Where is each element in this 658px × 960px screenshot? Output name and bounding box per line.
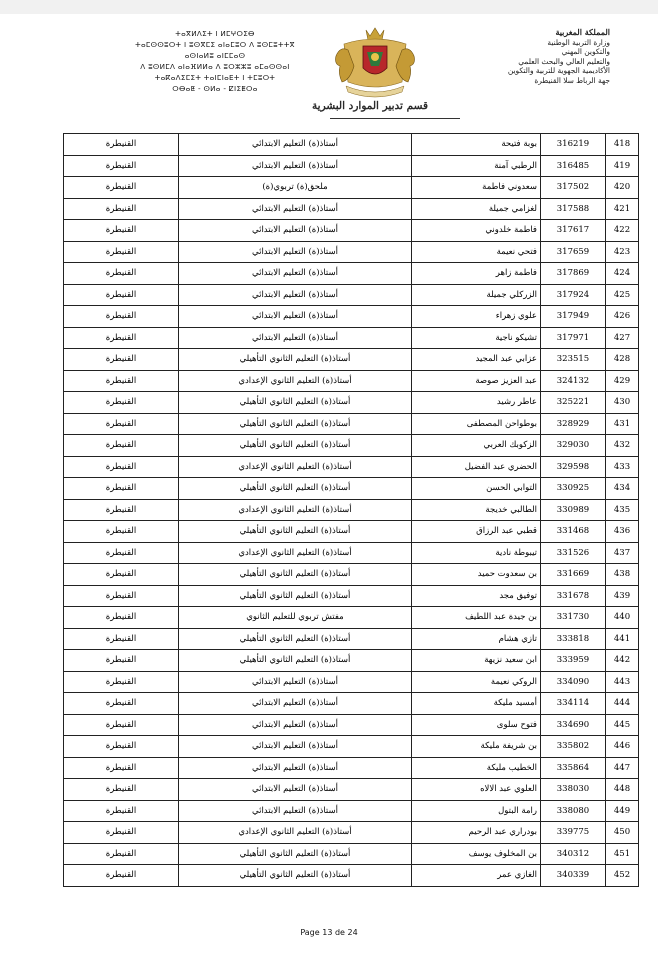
- row-number-cell: 421: [606, 198, 639, 220]
- page-number: Page 13 de 24: [300, 928, 358, 937]
- row-number-cell: 441: [606, 628, 639, 650]
- city-cell: القنيطرة: [64, 607, 179, 629]
- name-cell: الزكوبك العربي: [412, 435, 541, 457]
- city-cell: القنيطرة: [64, 155, 179, 177]
- city-cell: القنيطرة: [64, 564, 179, 586]
- grade-cell: أستاذ(ة) التعليم الابتدائي: [179, 693, 412, 715]
- grade-cell: أستاذ(ة) التعليم الثانوي التأهيلي: [179, 585, 412, 607]
- name-cell: سعدوني فاطمة: [412, 177, 541, 199]
- table-row: [64, 306, 639, 328]
- table-row: [64, 822, 639, 844]
- code-cell: 338080: [541, 800, 606, 822]
- city-cell: القنيطرة: [64, 521, 179, 543]
- city-cell: القنيطرة: [64, 865, 179, 887]
- city-cell: القنيطرة: [64, 478, 179, 500]
- city-cell: القنيطرة: [64, 628, 179, 650]
- name-cell: علوي زهراء: [412, 306, 541, 328]
- table-row: [64, 650, 639, 672]
- name-cell: تيبوطة نادية: [412, 542, 541, 564]
- city-cell: القنيطرة: [64, 327, 179, 349]
- table-row: [64, 628, 639, 650]
- name-cell: عزابي عبد المجيد: [412, 349, 541, 371]
- name-cell: الروكي نعيمة: [412, 671, 541, 693]
- grade-cell: أستاذ(ة) التعليم الابتدائي: [179, 736, 412, 758]
- table-row: [64, 671, 639, 693]
- city-cell: القنيطرة: [64, 284, 179, 306]
- city-cell: القنيطرة: [64, 263, 179, 285]
- code-cell: 330925: [541, 478, 606, 500]
- name-cell: لغزامي جميلة: [412, 198, 541, 220]
- grade-cell: أستاذ(ة) التعليم الابتدائي: [179, 757, 412, 779]
- code-cell: 317659: [541, 241, 606, 263]
- code-cell: 335864: [541, 757, 606, 779]
- arabic-header-line: جهة الرباط سلا القنيطرة: [534, 75, 610, 85]
- row-number-cell: 452: [606, 865, 639, 887]
- city-cell: القنيطرة: [64, 241, 179, 263]
- code-cell: 317971: [541, 327, 606, 349]
- code-cell: 317502: [541, 177, 606, 199]
- code-cell: 331468: [541, 521, 606, 543]
- table-row: [64, 241, 639, 263]
- grade-cell: أستاذ(ة) التعليم الابتدائي: [179, 263, 412, 285]
- grade-cell: أستاذ(ة) التعليم الابتدائي: [179, 241, 412, 263]
- row-number-cell: 439: [606, 585, 639, 607]
- city-cell: القنيطرة: [64, 349, 179, 371]
- row-number-cell: 425: [606, 284, 639, 306]
- row-number-cell: 443: [606, 671, 639, 693]
- name-cell: بن المخلوف يوسف: [412, 843, 541, 865]
- table-row: [64, 542, 639, 564]
- name-cell: فتوح سلوى: [412, 714, 541, 736]
- grade-cell: أستاذ(ة) التعليم الابتدائي: [179, 327, 412, 349]
- code-cell: 317869: [541, 263, 606, 285]
- grade-cell: أستاذ(ة) التعليم الثانوي التأهيلي: [179, 843, 412, 865]
- row-number-cell: 435: [606, 499, 639, 521]
- table-row: [64, 370, 639, 392]
- city-cell: القنيطرة: [64, 822, 179, 844]
- code-cell: 340312: [541, 843, 606, 865]
- grade-cell: أستاذ(ة) التعليم الابتدائي: [179, 714, 412, 736]
- name-cell: قطبي عبد الرزاق: [412, 521, 541, 543]
- row-number-cell: 444: [606, 693, 639, 715]
- arabic-header-line: وزارة التربية الوطنية: [547, 37, 610, 47]
- city-cell: القنيطرة: [64, 198, 179, 220]
- code-cell: 339775: [541, 822, 606, 844]
- grade-cell: مفتش تربوي للتعليم الثانوي: [179, 607, 412, 629]
- grade-cell: أستاذ(ة) التعليم الابتدائي: [179, 306, 412, 328]
- code-cell: 317924: [541, 284, 606, 306]
- name-cell: عاطر رشيد: [412, 392, 541, 414]
- grade-cell: أستاذ(ة) التعليم الثانوي التأهيلي: [179, 435, 412, 457]
- grade-cell: أستاذ(ة) التعليم الثانوي التأهيلي: [179, 628, 412, 650]
- name-cell: فاطمة خلدوني: [412, 220, 541, 242]
- code-cell: 334090: [541, 671, 606, 693]
- tifinagh-header-block: [110, 28, 320, 94]
- city-cell: القنيطرة: [64, 843, 179, 865]
- city-cell: القنيطرة: [64, 585, 179, 607]
- coat-of-arms-icon: [330, 26, 420, 100]
- city-cell: القنيطرة: [64, 736, 179, 758]
- grade-cell: أستاذ(ة) التعليم الابتدائي: [179, 800, 412, 822]
- row-number-cell: 419: [606, 155, 639, 177]
- grade-cell: أستاذ(ة) التعليم الابتدائي: [179, 779, 412, 801]
- table-row: [64, 349, 639, 371]
- grade-cell: أستاذ(ة) التعليم الثانوي التأهيلي: [179, 413, 412, 435]
- name-cell: الحضري عبد الفضيل: [412, 456, 541, 478]
- code-cell: 323515: [541, 349, 606, 371]
- grade-cell: أستاذ(ة) التعليم الثانوي الإعدادي: [179, 542, 412, 564]
- table-row: [64, 779, 639, 801]
- table-row: [64, 714, 639, 736]
- table-row: [64, 736, 639, 758]
- code-cell: 333818: [541, 628, 606, 650]
- table-row: [64, 263, 639, 285]
- code-cell: 331730: [541, 607, 606, 629]
- department-title: قسم تدبير الموارد البشرية: [312, 100, 428, 112]
- row-number-cell: 434: [606, 478, 639, 500]
- row-number-cell: 440: [606, 607, 639, 629]
- name-cell: العلوي عبد الالاه: [412, 779, 541, 801]
- table-row: [64, 435, 639, 457]
- name-cell: تشيكو ناجية: [412, 327, 541, 349]
- name-cell: التوابي الحسن: [412, 478, 541, 500]
- name-cell: بن شريفة مليكة: [412, 736, 541, 758]
- row-number-cell: 418: [606, 134, 639, 156]
- grade-cell: أستاذ(ة) التعليم الثانوي الإعدادي: [179, 822, 412, 844]
- name-cell: تازي هشام: [412, 628, 541, 650]
- name-cell: رامة البتول: [412, 800, 541, 822]
- table-row: [64, 607, 639, 629]
- table-row: [64, 843, 639, 865]
- table-row: [64, 198, 639, 220]
- city-cell: القنيطرة: [64, 800, 179, 822]
- arabic-header-line: والتعليم العالي والبحث العلمي: [518, 56, 610, 66]
- city-cell: القنيطرة: [64, 306, 179, 328]
- grade-cell: أستاذ(ة) التعليم الثانوي الإعدادي: [179, 370, 412, 392]
- city-cell: القنيطرة: [64, 671, 179, 693]
- title-underline: [330, 118, 460, 119]
- row-number-cell: 436: [606, 521, 639, 543]
- top-strip: [0, 0, 658, 14]
- row-number-cell: 424: [606, 263, 639, 285]
- name-cell: الرطبي آمنة: [412, 155, 541, 177]
- arabic-header-block: [410, 28, 610, 86]
- row-number-cell: 433: [606, 456, 639, 478]
- row-number-cell: 447: [606, 757, 639, 779]
- row-number-cell: 438: [606, 564, 639, 586]
- grade-cell: أستاذ(ة) التعليم الثانوي التأهيلي: [179, 392, 412, 414]
- grade-cell: ملحق(ة) تربوي(ة): [179, 177, 412, 199]
- grade-cell: أستاذ(ة) التعليم الثانوي التأهيلي: [179, 865, 412, 887]
- name-cell: توفيق مجد: [412, 585, 541, 607]
- city-cell: القنيطرة: [64, 714, 179, 736]
- grade-cell: أستاذ(ة) التعليم الثانوي التأهيلي: [179, 349, 412, 371]
- grade-cell: أستاذ(ة) التعليم الثانوي التأهيلي: [179, 650, 412, 672]
- code-cell: 316485: [541, 155, 606, 177]
- city-cell: القنيطرة: [64, 370, 179, 392]
- name-cell: الخطيب مليكة: [412, 757, 541, 779]
- code-cell: 334114: [541, 693, 606, 715]
- code-cell: 324132: [541, 370, 606, 392]
- row-number-cell: 432: [606, 435, 639, 457]
- table-row: [64, 220, 639, 242]
- city-cell: القنيطرة: [64, 456, 179, 478]
- table-row: [64, 327, 639, 349]
- name-cell: فتحي نعيمة: [412, 241, 541, 263]
- code-cell: 317588: [541, 198, 606, 220]
- row-number-cell: 437: [606, 542, 639, 564]
- arabic-header-line: والتكوين المهني: [561, 47, 610, 57]
- row-number-cell: 422: [606, 220, 639, 242]
- grade-cell: أستاذ(ة) التعليم الابتدائي: [179, 134, 412, 156]
- name-cell: بن جيدة عبد اللطيف: [412, 607, 541, 629]
- code-cell: 333959: [541, 650, 606, 672]
- table-row: [64, 865, 639, 887]
- code-cell: 328929: [541, 413, 606, 435]
- table-row: [64, 757, 639, 779]
- table-row: [64, 392, 639, 414]
- staff-table-body: [64, 134, 639, 887]
- table-row: [64, 693, 639, 715]
- code-cell: 338030: [541, 779, 606, 801]
- name-cell: الزركلي جميلة: [412, 284, 541, 306]
- arabic-header-line: المملكة المغربية: [555, 27, 610, 37]
- name-cell: بن سعدوت حميد: [412, 564, 541, 586]
- row-number-cell: 430: [606, 392, 639, 414]
- grade-cell: أستاذ(ة) التعليم الابتدائي: [179, 671, 412, 693]
- staff-table: [63, 133, 639, 887]
- table-row: [64, 155, 639, 177]
- grade-cell: أستاذ(ة) التعليم الثانوي الإعدادي: [179, 499, 412, 521]
- code-cell: 325221: [541, 392, 606, 414]
- grade-cell: أستاذ(ة) التعليم الابتدائي: [179, 155, 412, 177]
- name-cell: بوطواحن المصطفى: [412, 413, 541, 435]
- grade-cell: أستاذ(ة) التعليم الثانوي التأهيلي: [179, 521, 412, 543]
- row-number-cell: 426: [606, 306, 639, 328]
- code-cell: 317949: [541, 306, 606, 328]
- code-cell: 340339: [541, 865, 606, 887]
- row-number-cell: 449: [606, 800, 639, 822]
- row-number-cell: 446: [606, 736, 639, 758]
- row-number-cell: 445: [606, 714, 639, 736]
- code-cell: 330989: [541, 499, 606, 521]
- row-number-cell: 450: [606, 822, 639, 844]
- table-row: [64, 284, 639, 306]
- name-cell: بودراري عبد الرحيم: [412, 822, 541, 844]
- table-row: [64, 585, 639, 607]
- table-row: [64, 521, 639, 543]
- name-cell: عبد العزيز صوصة: [412, 370, 541, 392]
- code-cell: 331669: [541, 564, 606, 586]
- city-cell: القنيطرة: [64, 650, 179, 672]
- city-cell: القنيطرة: [64, 779, 179, 801]
- grade-cell: أستاذ(ة) التعليم الثانوي الإعدادي: [179, 456, 412, 478]
- table-row: [64, 456, 639, 478]
- row-number-cell: 420: [606, 177, 639, 199]
- city-cell: القنيطرة: [64, 413, 179, 435]
- code-cell: 329030: [541, 435, 606, 457]
- row-number-cell: 442: [606, 650, 639, 672]
- arabic-header-line: الأكاديمية الجهوية للتربية والتكوين: [507, 66, 610, 76]
- name-cell: بوبة فتيحة: [412, 134, 541, 156]
- row-number-cell: 423: [606, 241, 639, 263]
- table-row: [64, 499, 639, 521]
- table-row: [64, 564, 639, 586]
- city-cell: القنيطرة: [64, 435, 179, 457]
- grade-cell: أستاذ(ة) التعليم الابتدائي: [179, 220, 412, 242]
- tifinagh-line: ⴰⵙⵏⴰⵍⵓ ⴰⵏⵎⵎⴰⵙ: [184, 51, 246, 60]
- tifinagh-line: ⵜⴰⴽⴰⴷⵉⵎⵉⵜ ⵜⴰⵏⵎⵏⴰⴹⵜ ⵏ ⵜⵎⵓⵔⵜ: [154, 73, 276, 82]
- table-row: [64, 800, 639, 822]
- name-cell: الغازي عمر: [412, 865, 541, 887]
- name-cell: أمسيد مليكة: [412, 693, 541, 715]
- city-cell: القنيطرة: [64, 134, 179, 156]
- row-number-cell: 448: [606, 779, 639, 801]
- tifinagh-line: ⵜⴰⴳⵍⴷⵉⵜ ⵏ ⵍⵎⵖⵔⵉⴱ: [175, 29, 255, 38]
- grade-cell: أستاذ(ة) التعليم الثانوي التأهيلي: [179, 564, 412, 586]
- city-cell: القنيطرة: [64, 499, 179, 521]
- row-number-cell: 431: [606, 413, 639, 435]
- city-cell: القنيطرة: [64, 220, 179, 242]
- table-row: [64, 134, 639, 156]
- name-cell: ابن سعيد نزيهة: [412, 650, 541, 672]
- city-cell: القنيطرة: [64, 392, 179, 414]
- tifinagh-line: ⵔⴱⴰⵟ - ⵙⵍⴰ - ⵇⵏⵉⵟⵔⴰ: [172, 84, 258, 93]
- code-cell: 317617: [541, 220, 606, 242]
- row-number-cell: 428: [606, 349, 639, 371]
- name-cell: فاطمة زاهر: [412, 263, 541, 285]
- grade-cell: أستاذ(ة) التعليم الابتدائي: [179, 284, 412, 306]
- table-row: [64, 478, 639, 500]
- tifinagh-line: ⴷ ⵓⵙⵍⵎⴷ ⴰⵏⴰⴼⵍⵍⴰ ⴷ ⵓⵔⵣⵣⵓ ⴰⵎⴰⵙⵙⴰⵏ: [140, 62, 290, 71]
- city-cell: القنيطرة: [64, 757, 179, 779]
- tifinagh-line: ⵜⴰⵎⵙⵙⵓⵔⵜ ⵏ ⵓⵙⴳⵎⵉ ⴰⵏⴰⵎⵓⵔ ⴷ ⵓⵙⵎⵓⵜⵜⴳ: [135, 40, 295, 49]
- name-cell: الطالبي خديجة: [412, 499, 541, 521]
- code-cell: 316219: [541, 134, 606, 156]
- table-row: [64, 177, 639, 199]
- table-row: [64, 413, 639, 435]
- row-number-cell: 429: [606, 370, 639, 392]
- city-cell: القنيطرة: [64, 693, 179, 715]
- row-number-cell: 451: [606, 843, 639, 865]
- city-cell: القنيطرة: [64, 177, 179, 199]
- code-cell: 331526: [541, 542, 606, 564]
- code-cell: 335802: [541, 736, 606, 758]
- code-cell: 329598: [541, 456, 606, 478]
- code-cell: 334690: [541, 714, 606, 736]
- code-cell: 331678: [541, 585, 606, 607]
- grade-cell: أستاذ(ة) التعليم الثانوي التأهيلي: [179, 478, 412, 500]
- row-number-cell: 427: [606, 327, 639, 349]
- grade-cell: أستاذ(ة) التعليم الابتدائي: [179, 198, 412, 220]
- city-cell: القنيطرة: [64, 542, 179, 564]
